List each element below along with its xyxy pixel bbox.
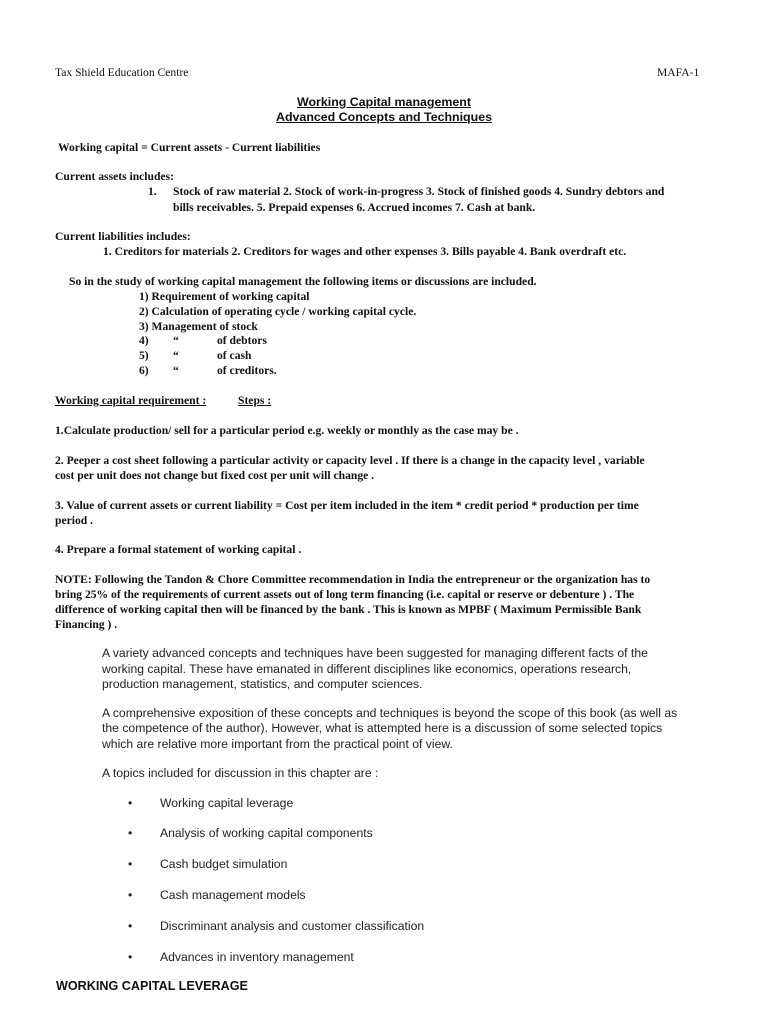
- study-item: 1) Requirement of working capital: [139, 290, 310, 303]
- current-liabilities-line1: 1. Creditors for materials 2. Creditors for wages and other expenses 3. Bills payable 4. Bank overdraft etc.: [103, 245, 627, 258]
- study-item-rest: of creditors.: [217, 364, 277, 377]
- study-item-ditto: “: [173, 364, 179, 377]
- bullet-icon: •: [128, 796, 133, 810]
- study-item: 2) Calculation of operating cycle / working capital cycle.: [139, 305, 417, 318]
- study-intro: So in the study of working capital management the following items or discussions are included.: [69, 275, 537, 288]
- paragraph-2-line1: A comprehensive exposition of these concepts and techniques is beyond the scope of this book (as well as: [102, 706, 678, 720]
- note-line3: difference of working capital then will be financed by the bank . This is known as MPBF ( Maximum Permissible Bank: [55, 603, 642, 616]
- header-code: MAFA-1: [657, 66, 700, 79]
- step-4: 4. Prepare a formal statement of working capital .: [55, 543, 302, 556]
- paragraph-3: A topics included for discussion in this chapter are :: [102, 766, 379, 780]
- bullet-icon: •: [128, 857, 133, 871]
- note-line4: Financing ) .: [55, 618, 118, 631]
- topic-item: Working capital leverage: [160, 796, 294, 810]
- study-item-ditto: “: [173, 349, 179, 362]
- title-line1: Working Capital management: [297, 95, 471, 109]
- requirement-steps-label: Steps :: [238, 394, 272, 407]
- paragraph-2-line3: which are relative more important from the practical point of view.: [102, 737, 453, 751]
- bullet-icon: •: [128, 919, 133, 933]
- bullet-icon: •: [128, 950, 133, 964]
- paragraph-2-line2: the competence of the author). However, what is attempted here is a discussion of some selected topics: [102, 721, 663, 735]
- topic-item: Analysis of working capital components: [160, 826, 373, 840]
- bullet-icon: •: [128, 826, 133, 840]
- study-item-num: 5): [139, 349, 149, 362]
- study-item-num: 4): [139, 334, 149, 347]
- step-1: 1.Calculate production/ sell for a particular period e.g. weekly or monthly as the case may be .: [55, 424, 519, 437]
- topic-item: Discriminant analysis and customer classification: [160, 919, 425, 933]
- current-liabilities-heading: Current liabilities includes:: [55, 230, 191, 243]
- study-item-rest: of debtors: [217, 334, 267, 347]
- current-assets-number: 1.: [148, 185, 157, 198]
- current-assets-heading: Current assets includes:: [55, 170, 174, 183]
- study-item-rest: of cash: [217, 349, 252, 362]
- paragraph-1-line2: working capital. These have emanated in different disciplines like economics, operations research,: [102, 662, 632, 676]
- bullet-icon: •: [128, 888, 133, 902]
- study-item-num: 6): [139, 364, 149, 377]
- topic-item: Cash management models: [160, 888, 306, 902]
- note-line1: NOTE: Following the Tandon & Chore Committee recommendation in India the entrepreneur or the organization has to: [55, 573, 651, 586]
- section-heading: WORKING CAPITAL LEVERAGE: [56, 979, 248, 993]
- topic-item: Cash budget simulation: [160, 857, 288, 871]
- title-line2: Advanced Concepts and Techniques: [276, 110, 492, 124]
- step-2-line2: cost per unit does not change but fixed cost per unit will change .: [55, 469, 375, 482]
- topic-item: Advances in inventory management: [160, 950, 354, 964]
- step-2-line1: 2. Peeper a cost sheet following a particular activity or capacity level . If there is a change in the capacity level , variable: [55, 454, 645, 467]
- step-3-line2: period .: [55, 514, 94, 527]
- paragraph-1-line3: production management, statistics, and computer sciences.: [102, 677, 423, 691]
- study-item-ditto: “: [173, 334, 179, 347]
- study-item: 3) Management of stock: [139, 320, 258, 333]
- paragraph-1-line1: A variety advanced concepts and techniques have been suggested for managing different facts of the: [102, 646, 648, 660]
- requirement-heading: Working capital requirement :: [55, 394, 207, 407]
- current-assets-line1: Stock of raw material 2. Stock of work-in-progress 3. Stock of finished goods 4. Sundry debtors and: [173, 185, 665, 198]
- header-org: Tax Shield Education Centre: [55, 66, 189, 79]
- current-assets-line2: bills receivables. 5. Prepaid expenses 6. Accrued incomes 7. Cash at bank.: [173, 201, 536, 214]
- step-3-line1: 3. Value of current assets or current liability = Cost per item included in the item * credit period * production per time: [55, 499, 639, 512]
- note-line2: bring 25% of the requirements of current assets out of long term financing (i.e. capital or reserve or debenture ) . The: [55, 588, 635, 601]
- formula: Working capital = Current assets - Current liabilities: [58, 141, 321, 154]
